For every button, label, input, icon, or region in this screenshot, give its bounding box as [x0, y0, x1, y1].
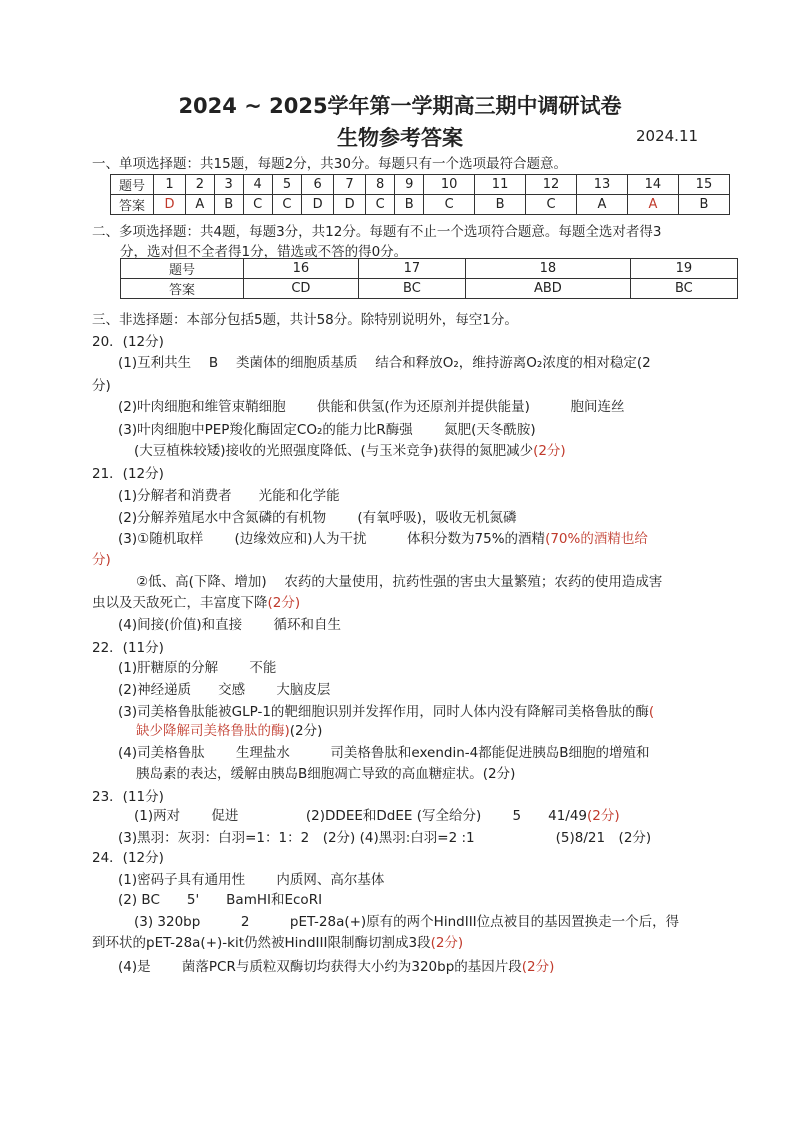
table-cell: D: [302, 195, 334, 215]
answer-text: (1)分解者和消费者 光能和化学能: [118, 488, 340, 504]
table-cell: 2: [185, 175, 214, 195]
table-cell: A: [577, 195, 628, 215]
answer-text: (1)肝糖原的分解 不能: [118, 660, 277, 676]
answer-text: (2)分解养殖尾水中含氮磷的有机物 (有氧呼吸)，吸收无机氮磷: [118, 510, 517, 526]
answer-text: (2)叶肉细胞和维管束鞘细胞 供能和供氢(作为还原剂并提供能量) 胞间连丝: [118, 399, 625, 415]
table-cell: 8: [366, 175, 395, 195]
answer-line: [118, 678, 330, 698]
answer-row: [111, 195, 730, 215]
answer-line: [134, 439, 566, 459]
answer-line: [118, 484, 340, 504]
table-cell: 5: [272, 175, 301, 195]
section1-heading: 一、单项选择题：共15题，每题2分，共30分。每题只有一个选项最符合题意。: [92, 156, 567, 172]
answer-line: [92, 462, 164, 482]
table-cell: 14: [627, 175, 678, 195]
number-row: [121, 259, 738, 279]
answer-text: (2)神经递质 交感 大脑皮层: [118, 682, 331, 698]
answer-text: (4)间接(价值)和直接 循环和自生: [118, 617, 341, 633]
answer-row: [121, 279, 738, 299]
table-cell: C: [424, 195, 475, 215]
answer-text: (1)密码子具有通用性 内质网、高尔基体: [118, 872, 385, 888]
answer-text: (3)司美格鲁肽能被GLP-1的靶细胞识别并发挥作用，同时人体内没有降解司美格鲁肽的酶: [118, 704, 649, 720]
answer-line: [118, 613, 341, 633]
section3-heading: 三、非选择题：本部分包括5题，共计58分。除特别说明外，每空1分。: [92, 312, 518, 328]
answer-line: [118, 700, 654, 720]
answer-text: 分): [92, 378, 111, 394]
table-cell: 10: [424, 175, 475, 195]
answer-line: [136, 570, 662, 590]
answer-text: ②低、高(下降、增加) 农药的大量使用，抗药性强的害虫大量繁殖；农药的使用造成害: [136, 574, 663, 590]
answer-text: 胰岛素的表达，缓解由胰岛B细胞凋亡导致的高血糖症状。(2分): [136, 766, 516, 782]
answer-line: [118, 741, 650, 761]
table-cell: A: [185, 195, 214, 215]
answer-line: [118, 826, 651, 846]
score-note: (2分): [267, 595, 301, 611]
score-note: 缺少降解司美格鲁肽的酶): [136, 723, 290, 739]
answer-line: [92, 591, 300, 611]
answer-text: (1)互利共生 B 类菌体的细胞质基质 结合和释放O₂，维持游离O₂浓度的相对稳定(2: [118, 355, 651, 371]
table-cell: C: [526, 195, 577, 215]
answer-line: [92, 374, 111, 394]
row-label: 答案: [121, 279, 244, 299]
table-cell: 7: [334, 175, 366, 195]
answer-text: (3)叶肉细胞中PEP羧化酶固定CO₂的能力比R酶强 氮肥(天冬酰胺): [118, 422, 536, 438]
answer-text: (4)司美格鲁肽 生理盐水 司美格鲁肽和exendin-4都能促进胰岛B细胞的增殖和: [118, 745, 650, 761]
single-choice-table: [110, 174, 730, 215]
table-cell: 4: [243, 175, 272, 195]
table-cell: B: [475, 195, 526, 215]
table-cell: 18: [466, 259, 631, 279]
table-cell: 13: [577, 175, 628, 195]
score-note: (70%的酒精也给: [545, 531, 648, 547]
answer-text: (大豆植株较矮)接收的光照强度降低、(与玉米竞争)获得的氮肥减少: [134, 443, 534, 459]
table-cell: 3: [214, 175, 243, 195]
answer-line: [118, 351, 651, 371]
table-cell: A: [627, 195, 678, 215]
exam-title: 2024 ~ 2025学年第一学期高三期中调研试卷: [178, 94, 622, 118]
answer-line: [118, 656, 276, 676]
answer-text: 21．(12分): [92, 466, 164, 482]
answer-text: 23．(11分): [92, 789, 164, 805]
answer-text: (3)黑羽：灰羽：白羽=1：1：2 (2分) (4)黑羽:白羽=2 :1 (5)8/21 (2分): [118, 830, 652, 846]
answer-line: [118, 955, 554, 975]
table-cell: B: [214, 195, 243, 215]
answer-key-title: 生物参考答案: [337, 126, 463, 150]
table-cell: C: [272, 195, 301, 215]
answer-text: (2) BC 5' BamHI和EcoRI: [118, 892, 323, 908]
table-cell: BC: [358, 279, 465, 299]
score-note: (: [648, 704, 655, 720]
answer-text: 22．(11分): [92, 640, 164, 656]
row-label: 题号: [111, 175, 154, 195]
answer-text: 到环状的pET-28a(+)-kit仍然被HindIII限制酶切割成3段: [92, 935, 431, 951]
answer-line: [118, 527, 648, 547]
answer-line: [92, 846, 164, 866]
table-cell: 6: [302, 175, 334, 195]
section2-heading-line1: 二、多项选择题：共4题，每题3分，共12分。每题有不止一个选项符合题意。每题全选对者得3: [92, 224, 662, 240]
answer-line: [92, 785, 164, 805]
table-cell: BC: [630, 279, 737, 299]
answer-line: [118, 418, 536, 438]
answer-text: (2分): [289, 723, 323, 739]
answer-line: [118, 395, 624, 415]
table-cell: 17: [358, 259, 465, 279]
section2-heading-line2: 分，选对但不全者得1分，错选或不答的得0分。: [120, 244, 408, 260]
table-cell: 12: [526, 175, 577, 195]
answer-line: [136, 762, 515, 782]
answer-line: [92, 931, 463, 951]
table-cell: C: [243, 195, 272, 215]
row-label: 题号: [121, 259, 244, 279]
score-note: (2分): [533, 443, 566, 459]
answer-line: [118, 506, 516, 526]
multiple-choice-table: [120, 258, 738, 299]
score-note: (2分): [521, 959, 555, 975]
answer-text: (3) 320bp 2 pET-28a(+)原有的两个HindIII位点被目的基因置换走一个后，得: [134, 914, 680, 930]
table-cell: 1: [154, 175, 186, 195]
answer-text: 24．(12分): [92, 850, 164, 866]
table-cell: D: [334, 195, 366, 215]
answer-text: (1)两对 促进 (2)DDEE和DdEE (写全给分) 5 41/49: [134, 808, 588, 824]
row-label: 答案: [111, 195, 154, 215]
table-cell: 19: [630, 259, 737, 279]
answer-line: [92, 636, 164, 656]
table-cell: 11: [475, 175, 526, 195]
table-cell: C: [366, 195, 395, 215]
answer-line: [92, 330, 164, 350]
answer-line: [118, 888, 322, 908]
answer-text: (3)①随机取样 (边缘效应和)人为干扰 体积分数为75%的酒精: [118, 531, 546, 547]
table-cell: ABD: [466, 279, 631, 299]
answer-line: [136, 719, 322, 739]
table-cell: 15: [678, 175, 729, 195]
answer-line: [134, 804, 620, 824]
table-cell: B: [678, 195, 729, 215]
answer-line: [134, 910, 679, 930]
table-cell: CD: [244, 279, 359, 299]
score-note: (2分): [430, 935, 464, 951]
table-cell: 9: [395, 175, 424, 195]
answer-text: (4)是 菌落PCR与质粒双酶切均获得大小约为320bp的基因片段: [118, 959, 522, 975]
answer-line: [92, 548, 111, 568]
table-cell: 16: [244, 259, 359, 279]
score-note: 分): [92, 552, 111, 568]
answer-line: [118, 868, 384, 888]
number-row: [111, 175, 730, 195]
answer-text: 虫以及天敌死亡，丰富度下降: [92, 595, 268, 611]
table-cell: D: [154, 195, 186, 215]
exam-date: 2024.11: [636, 127, 699, 145]
answer-text: 20．(12分): [92, 334, 164, 350]
table-cell: B: [395, 195, 424, 215]
score-note: (2分): [587, 808, 620, 824]
